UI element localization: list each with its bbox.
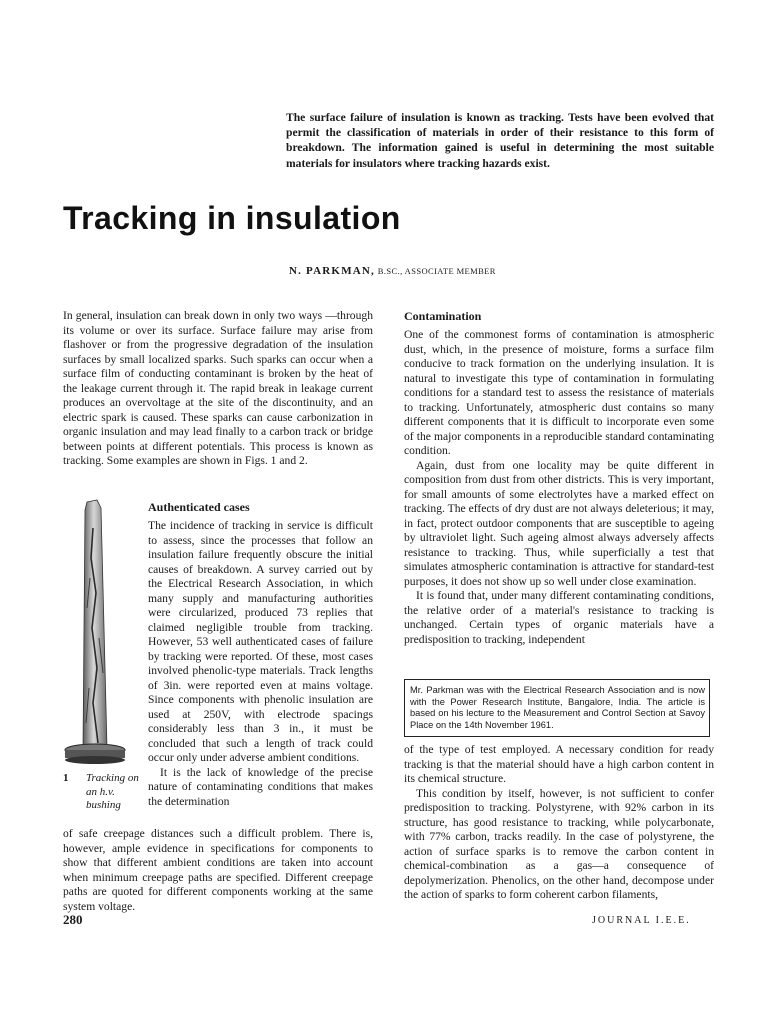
- authenticated-paragraph-2-continued: of safe creepage distances such a difficult problem. There is, however, ample evidence in specifications for components to show that different ambient conditions are taken into account when minimum creepage paths are specified. Different creepage paths are quoted for different components working at the same system voltage.: [63, 827, 373, 913]
- authenticated-cases-section: [148, 500, 373, 809]
- figure-number: 1: [63, 772, 69, 784]
- contamination-heading: Contamination: [404, 309, 482, 323]
- author-qualifications: B.SC., ASSOCIATE MEMBER: [377, 266, 496, 276]
- contamination-section: [404, 309, 714, 647]
- figure-1-photo: [63, 498, 133, 766]
- continued-paragraph-2: This condition by itself, however, is not sufficient to confer predisposition to tracking. Polystyrene, with 92% carbon in its structure, has good resistance to tracking, while polycarbonate, with 77% carbon, tracks readily. In the case of polystyrene, the action of surface sparks is to remove the carbon content in chemical-combination as a gas—a consequence of depolymerization. Phenolics, on the other hand, decompose under the action of sparks to form coherent carbon filaments,: [404, 786, 714, 901]
- authenticated-paragraph-1: The incidence of tracking in service is difficult to assess, since the processes that follow an insulation failure frequently obscure the initial causes of breakdown. A survey carried out by the Electrical Research Association, in which many supply and manufacturing authorities were circularized, produced 73 replies that claimed negligible trouble from tracking. However, 53 well authenticated cases of failure by tracking were reported. Of these, most cases involved phenolic-type materials. Track lengths of 3in. were reported even at mains voltage. Since components with phenolic insulation are used at 250V, with electrode spacings considerably less than 3 in., it must be concluded that such a length of track could occur only under adverse ambient conditions.: [148, 519, 373, 764]
- figure-caption: Tracking on an h.v. bushing: [86, 772, 139, 811]
- authenticated-paragraph-2: It is the lack of knowledge of the precise nature of contaminating conditions that makes the determination: [148, 765, 373, 808]
- journal-name: JOURNAL I.E.E.: [592, 915, 691, 926]
- intro-paragraph: In general, insulation can break down in only two ways —through its volume or over its surface. Surface failure may arise from flashover or from the progressive degradation of the insulation surfaces by small localized sparks. Such sparks can occur when a surface film of conducting contaminant is broken by the heat of the leakage current through it. The rapid break in leakage current produces an overvoltage at the site of the discontinuity, and an electric spark is caused. These sparks can cause carbonization in organic insulation and may lead finally to a carbon track or bridge between points at different potentials. This process is known as tracking. Some examples are shown in Figs. 1 and 2.: [63, 309, 373, 467]
- byline: [289, 265, 496, 277]
- standfirst: The surface failure of insulation is known as tracking. Tests have been evolved that permit the classification of materials in order of their resistance to this form of breakdown. The information gained is useful in determining the most suitable materials for insulators where tracking hazards exist.: [286, 111, 714, 170]
- contamination-paragraph-2: Again, dust from one locality may be quite different in composition from dust from other districts. This is very important, for small amounts of some electrolytes have a marked effect on tracking. The effects of dry dust are not always deleterious; it may, in fact, protect outdoor components that are susceptible to ageing by ultraviolet light. Such ageing almost always adversely affects resistance to tracking. Thus, while superficially a test that simulates atmospheric contamination is attractive for standard-test purposes, it does not show up so well under close examination.: [404, 458, 714, 588]
- authenticated-heading: Authenticated cases: [148, 500, 250, 514]
- continued-paragraph-1: of the type of test employed. A necessary condition for ready tracking is that the material should have a high carbon content in its chemical structure.: [404, 743, 714, 785]
- author-name: N. PARKMAN,: [289, 265, 376, 277]
- authenticated-continued: [63, 827, 373, 914]
- author-note-box: Mr. Parkman was with the Electrical Research Association and is now with the Power Research Institute, Bangalore, India. The article is based on his lecture to the Measurement and Control Section at Savoy Place on the 14th November 1961.: [404, 679, 710, 737]
- column-2-continued: [404, 743, 714, 903]
- contamination-paragraph-1: One of the commonest forms of contamination is atmospheric dust, which, in the presence of moisture, forms a surface film conducive to track formation on the underlying insulation. It is natural to investigate this type of contamination in formulating conditions for a standard test to assess the resistance of materials to tracking. Unfortunately, atmospheric dust contains so many different components that it is difficult to incorporate even some of the major components in a reproducible standard contaminating condition.: [404, 328, 714, 457]
- page-number: 280: [63, 912, 83, 927]
- contamination-paragraph-3: It is found that, under many different contaminating conditions, the relative order of a material's resistance to tracking is unchanged. Certain types of organic materials have a predisposition to tracking, independent: [404, 589, 714, 646]
- article-title: Tracking in insulation: [63, 200, 401, 236]
- intro-section: [63, 309, 373, 469]
